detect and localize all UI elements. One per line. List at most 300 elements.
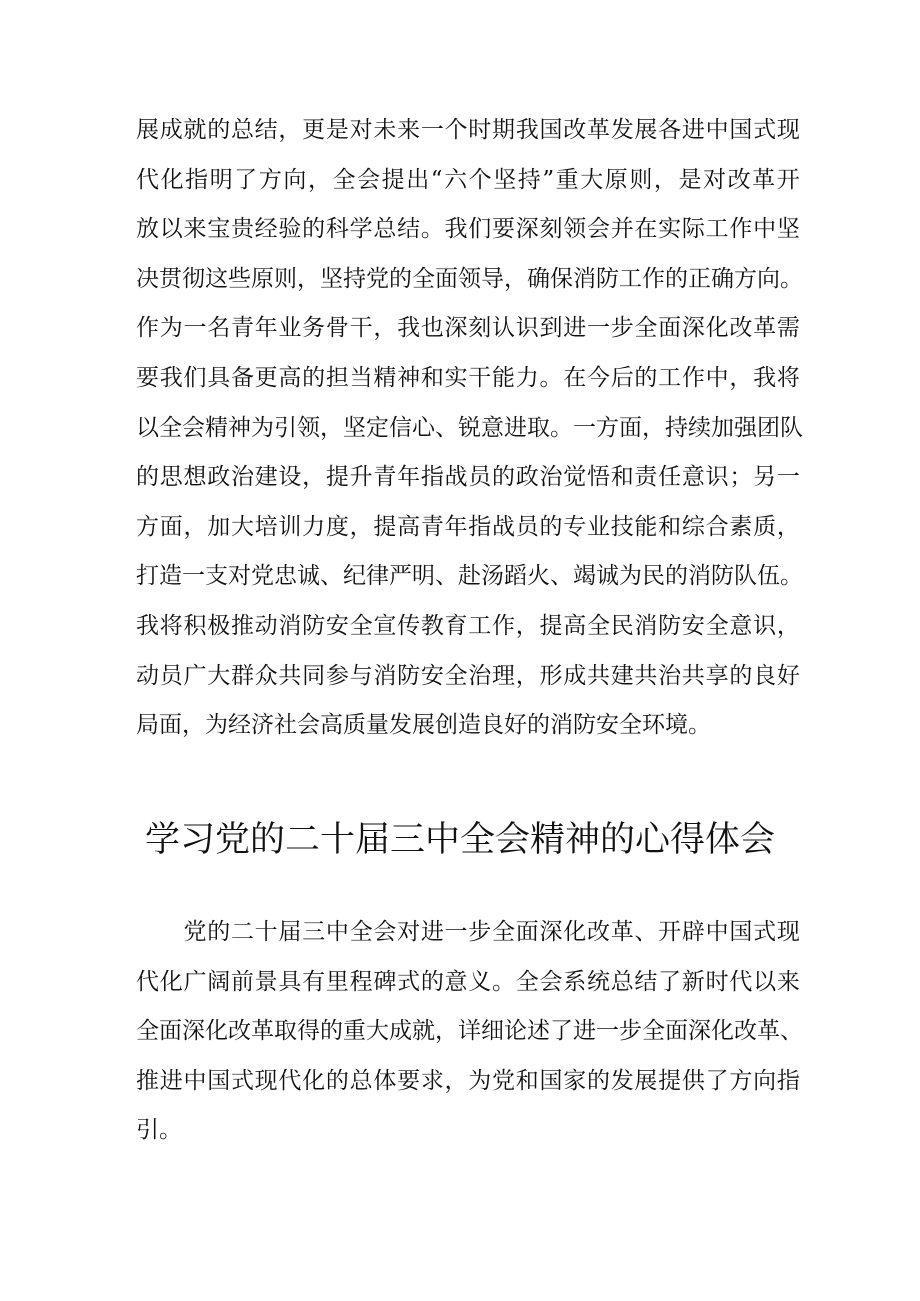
- text-glyph: 深: [515, 216, 539, 243]
- text-glyph: 、: [320, 563, 343, 590]
- text-glyph: 将: [159, 612, 183, 639]
- text-glyph: 年: [397, 464, 421, 491]
- text-glyph: 一: [183, 315, 207, 342]
- text-glyph: 年: [444, 513, 468, 540]
- text-glyph: 思: [159, 464, 183, 491]
- text-glyph: 会: [357, 166, 381, 193]
- text-glyph: 体: [373, 1067, 397, 1094]
- text-glyph: 时: [705, 968, 729, 995]
- text-glyph: 实: [658, 216, 682, 243]
- text-glyph: 式: [230, 1067, 254, 1094]
- paragraph-line: [136, 453, 800, 503]
- text-glyph: ，: [729, 364, 753, 391]
- text-glyph: 三: [302, 919, 326, 945]
- paragraph-line: [136, 958, 800, 1008]
- text-glyph: 、: [634, 919, 658, 945]
- text-glyph: 共: [681, 662, 705, 689]
- text-glyph: 业: [586, 513, 610, 540]
- text-glyph: 全: [619, 712, 642, 739]
- text-glyph: 是: [325, 117, 349, 143]
- text-glyph: 里: [325, 968, 349, 995]
- text-glyph: 了: [234, 166, 258, 193]
- text-glyph: 良: [753, 662, 777, 689]
- text-glyph: 团: [757, 414, 780, 441]
- text-glyph: 进: [420, 919, 444, 945]
- text-glyph: 一: [420, 117, 444, 143]
- text-glyph: 改: [727, 166, 751, 193]
- paragraph-line: [136, 1106, 800, 1156]
- text-glyph: 形: [539, 662, 563, 689]
- text-glyph: 工: [658, 364, 682, 391]
- text-glyph: 好: [504, 712, 527, 739]
- text-glyph: 参: [325, 662, 349, 689]
- text-glyph: 动: [254, 612, 278, 639]
- paragraph-line: [136, 304, 800, 354]
- text-glyph: 开: [658, 919, 682, 945]
- text-glyph: 中: [325, 919, 349, 945]
- text-glyph: 诚: [297, 563, 320, 590]
- text-glyph: 全: [332, 166, 356, 193]
- text-glyph: 质: [343, 712, 366, 739]
- text-glyph: 代: [136, 968, 159, 995]
- text-glyph: 共: [586, 662, 610, 689]
- text-glyph: 成: [389, 1018, 412, 1045]
- text-glyph: 各: [658, 117, 682, 143]
- text-glyph: 。: [159, 1117, 182, 1144]
- text-glyph: 为: [468, 1067, 492, 1094]
- text-glyph: 另: [753, 464, 777, 491]
- text-glyph: 的: [136, 464, 159, 491]
- text-glyph: 的: [207, 919, 231, 945]
- text-glyph: 积: [183, 612, 207, 639]
- text-glyph: 社: [274, 712, 297, 739]
- text-glyph: 消: [634, 612, 658, 639]
- text-glyph: 学: [349, 216, 373, 243]
- text-glyph: 方: [258, 166, 282, 193]
- text-glyph: 中: [705, 364, 729, 391]
- text-glyph: 取: [527, 414, 550, 441]
- text-glyph: 国: [207, 1067, 231, 1094]
- text-glyph: 的: [586, 1067, 610, 1094]
- text-glyph: 为: [619, 563, 642, 590]
- text-glyph: 提: [325, 464, 349, 491]
- text-glyph: 述: [527, 1018, 550, 1045]
- text-glyph: 坚: [343, 414, 366, 441]
- text-glyph: 全: [349, 612, 373, 639]
- text-glyph: 打: [136, 563, 159, 590]
- text-glyph: 结: [634, 968, 658, 995]
- text-glyph: 宣: [373, 612, 397, 639]
- text-glyph: 的: [207, 117, 231, 143]
- text-glyph: 改: [729, 315, 753, 342]
- text-glyph: 工: [619, 265, 642, 292]
- paragraph-line: [136, 1007, 803, 1057]
- text-glyph: 具: [207, 364, 231, 391]
- text-glyph: 广: [183, 662, 207, 689]
- text-glyph: 代: [136, 166, 159, 193]
- text-glyph: 一: [444, 919, 468, 945]
- text-glyph: 决: [136, 265, 159, 292]
- text-glyph: 想: [183, 464, 207, 491]
- text-glyph: 到: [539, 315, 563, 342]
- text-glyph: 坚: [320, 265, 343, 292]
- text-glyph: 大: [366, 1018, 389, 1045]
- text-glyph: 化: [159, 968, 183, 995]
- text-glyph: 神: [397, 364, 421, 391]
- text-glyph: 保: [550, 265, 573, 292]
- text-glyph: 专: [563, 513, 587, 540]
- text-glyph: 作: [136, 315, 159, 342]
- text-glyph: 战: [492, 513, 516, 540]
- text-glyph: 正: [688, 265, 711, 292]
- text-glyph: 向: [283, 166, 307, 193]
- text-glyph: 原: [604, 166, 628, 193]
- text-glyph: 防: [397, 662, 421, 689]
- text-glyph: 同: [302, 662, 326, 689]
- text-glyph: 律: [366, 563, 389, 590]
- text-glyph: 高: [320, 712, 343, 739]
- text-glyph: 步: [610, 315, 634, 342]
- text-glyph: 设: [278, 464, 302, 491]
- text-glyph: 全: [444, 662, 468, 689]
- text-glyph: 则: [629, 166, 653, 193]
- text-glyph: 加: [207, 513, 231, 540]
- text-glyph: 进: [504, 414, 527, 441]
- text-glyph: 党: [366, 265, 389, 292]
- text-glyph: 原: [251, 265, 274, 292]
- text-glyph: 供: [681, 1067, 705, 1094]
- text-glyph: 建: [254, 464, 278, 491]
- text-glyph: 领: [458, 265, 481, 292]
- text-glyph: 面: [159, 712, 182, 739]
- text-glyph: 全: [492, 919, 516, 945]
- text-glyph: ，: [182, 712, 205, 739]
- text-glyph: 党: [492, 1067, 516, 1094]
- text-glyph: 心: [412, 414, 435, 441]
- text-glyph: 这: [205, 265, 228, 292]
- text-glyph: 精: [205, 414, 228, 441]
- text-glyph: 为: [205, 712, 228, 739]
- text-glyph: 景: [254, 968, 278, 995]
- text-glyph: 加: [711, 414, 734, 441]
- text-glyph: 深: [681, 315, 705, 342]
- text-glyph: 代: [729, 968, 753, 995]
- text-glyph: 持: [343, 265, 366, 292]
- text-glyph: 消: [688, 563, 711, 590]
- text-glyph: 指: [185, 166, 209, 193]
- text-glyph: 国: [539, 117, 563, 143]
- text-glyph: 期: [492, 117, 516, 143]
- text-glyph: 总: [373, 216, 397, 243]
- text-glyph: 定: [366, 414, 389, 441]
- text-glyph: 提: [658, 1067, 682, 1094]
- text-glyph: 。: [780, 563, 803, 590]
- text-glyph: 更: [254, 364, 278, 391]
- text-glyph: 就: [412, 1018, 435, 1045]
- text-glyph: 中: [705, 117, 729, 143]
- text-glyph: 是: [678, 166, 702, 193]
- text-glyph: 工: [705, 216, 729, 243]
- text-glyph: 革: [586, 117, 610, 143]
- text-glyph: 蹈: [504, 563, 527, 590]
- text-glyph: 群: [230, 662, 254, 689]
- text-glyph: 我: [136, 612, 159, 639]
- text-glyph: 全: [634, 315, 658, 342]
- paragraph-line: [136, 652, 800, 702]
- text-glyph: 作: [642, 265, 665, 292]
- text-glyph: 明: [412, 563, 435, 590]
- text-glyph: 当: [349, 364, 373, 391]
- text-glyph: ，: [320, 414, 343, 441]
- text-glyph: 向: [753, 1067, 777, 1094]
- text-glyph: 总: [349, 1067, 373, 1094]
- text-glyph: 化: [705, 315, 729, 342]
- text-glyph: 作: [492, 612, 516, 639]
- text-glyph: 刻: [468, 315, 492, 342]
- text-glyph: 造: [458, 712, 481, 739]
- text-glyph: 锐: [458, 414, 481, 441]
- text-glyph: 治: [468, 662, 492, 689]
- text-glyph: ，: [515, 662, 539, 689]
- text-glyph: 取: [274, 1018, 297, 1045]
- text-glyph: 式: [753, 919, 777, 945]
- text-glyph: ，: [435, 1018, 458, 1045]
- text-glyph: 的: [302, 216, 326, 243]
- text-glyph: 后: [610, 364, 634, 391]
- text-glyph: 现: [776, 919, 800, 945]
- text-glyph: 安: [596, 712, 619, 739]
- text-glyph: 防: [658, 612, 682, 639]
- text-glyph: 们: [183, 364, 207, 391]
- paragraph-line: [136, 602, 800, 652]
- text-glyph: 面: [435, 265, 458, 292]
- text-glyph: 全: [136, 1018, 159, 1045]
- text-glyph: ，: [444, 1067, 468, 1094]
- text-glyph: 成: [563, 662, 587, 689]
- text-glyph: 领: [563, 216, 587, 243]
- paragraph-line: [136, 503, 800, 553]
- text-glyph: 则: [274, 265, 297, 292]
- text-glyph: 细: [481, 1018, 504, 1045]
- text-glyph: 党: [183, 919, 207, 945]
- text-glyph: 创: [435, 712, 458, 739]
- text-glyph: 防: [302, 612, 326, 639]
- text-glyph: 坚: [493, 166, 517, 193]
- text-glyph: 培: [254, 513, 278, 540]
- text-glyph: 的: [665, 265, 688, 292]
- text-glyph: 。: [780, 265, 803, 292]
- text-glyph: 十: [254, 919, 278, 945]
- text-glyph: 民: [610, 612, 634, 639]
- text-glyph: 为: [159, 315, 183, 342]
- text-glyph: 进: [573, 1018, 596, 1045]
- text-glyph: 的: [420, 968, 444, 995]
- text-glyph: 民: [642, 563, 665, 590]
- text-glyph: 也: [420, 315, 444, 342]
- text-glyph: 共: [634, 662, 658, 689]
- text-glyph: 持: [665, 414, 688, 441]
- text-glyph: 进: [563, 315, 587, 342]
- text-glyph: 为: [251, 414, 274, 441]
- text-glyph: 干: [349, 315, 373, 342]
- text-glyph: 青: [230, 315, 254, 342]
- text-glyph: 安: [681, 612, 705, 639]
- text-glyph: 在: [634, 216, 658, 243]
- text-glyph: 革: [752, 166, 776, 193]
- text-glyph: 会: [539, 968, 563, 995]
- text-glyph: 总: [610, 968, 634, 995]
- text-glyph: 程: [349, 968, 373, 995]
- text-glyph: 动: [136, 662, 159, 689]
- text-glyph: 理: [492, 662, 516, 689]
- text-glyph: 伍: [757, 563, 780, 590]
- text-glyph: 识: [753, 612, 777, 639]
- text-glyph: 的: [320, 1018, 343, 1045]
- text-glyph: 的: [389, 265, 412, 292]
- text-glyph: 面: [658, 315, 682, 342]
- intro-paragraph: [136, 908, 803, 1156]
- text-glyph: 升: [349, 464, 373, 491]
- text-glyph: 和: [610, 464, 634, 491]
- text-glyph: 贵: [230, 216, 254, 243]
- text-glyph: 求: [420, 1067, 444, 1094]
- text-glyph: 革: [610, 919, 634, 945]
- text-glyph: 确: [711, 265, 734, 292]
- text-glyph: 面: [159, 1018, 182, 1045]
- text-glyph: 名: [207, 315, 231, 342]
- text-glyph: 安: [420, 662, 444, 689]
- text-glyph: 骨: [325, 315, 349, 342]
- text-glyph: 消: [278, 612, 302, 639]
- text-glyph: 化: [205, 1018, 228, 1045]
- text-glyph: 防: [711, 563, 734, 590]
- text-glyph: 。: [688, 712, 711, 739]
- text-glyph: 导: [481, 265, 504, 292]
- text-glyph: 将: [776, 364, 800, 391]
- text-glyph: 。: [420, 216, 444, 243]
- text-glyph: ，: [642, 414, 665, 441]
- text-glyph: 的: [729, 662, 753, 689]
- text-glyph: 国: [729, 117, 753, 143]
- paragraph-line: [136, 404, 803, 454]
- text-glyph: 的: [539, 513, 563, 540]
- text-glyph: 的: [302, 364, 326, 391]
- text-glyph: 革: [753, 315, 777, 342]
- text-glyph: 们: [468, 216, 492, 243]
- text-glyph: 式: [753, 117, 777, 143]
- text-glyph: 指: [776, 1067, 800, 1094]
- text-glyph: 对: [228, 563, 251, 590]
- text-glyph: 队: [780, 414, 803, 441]
- text-glyph: 重: [555, 166, 579, 193]
- text-glyph: ，: [183, 513, 207, 540]
- text-glyph: ，: [307, 166, 331, 193]
- text-glyph: 指: [468, 513, 492, 540]
- text-glyph: 了: [705, 1067, 729, 1094]
- text-glyph: 会: [182, 414, 205, 441]
- text-glyph: 教: [420, 612, 444, 639]
- text-glyph: 方: [596, 414, 619, 441]
- text-glyph: 全: [349, 919, 373, 945]
- text-glyph: 面: [619, 414, 642, 441]
- text-glyph: 会: [586, 216, 610, 243]
- text-glyph: 面: [665, 1018, 688, 1045]
- text-glyph: 方: [734, 265, 757, 292]
- text-glyph: 能: [634, 513, 658, 540]
- text-glyph: 治: [658, 662, 682, 689]
- text-glyph: 备: [230, 364, 254, 391]
- text-glyph: 展: [634, 117, 658, 143]
- text-glyph: 力: [302, 513, 326, 540]
- text-glyph: 意: [729, 612, 753, 639]
- text-glyph: 精: [373, 364, 397, 391]
- text-glyph: 改: [734, 1018, 757, 1045]
- text-glyph: 安: [325, 612, 349, 639]
- text-glyph: 消: [573, 265, 596, 292]
- text-glyph: 和: [658, 513, 682, 540]
- text-glyph: 环: [642, 712, 665, 739]
- text-glyph: ，: [504, 265, 527, 292]
- text-glyph: 济: [251, 712, 274, 739]
- text-glyph: 展: [634, 1067, 658, 1094]
- text-glyph: 青: [373, 464, 397, 491]
- text-glyph: 深: [182, 1018, 205, 1045]
- text-glyph: 意: [481, 414, 504, 441]
- text-glyph: 政: [207, 464, 231, 491]
- text-glyph: 来: [183, 216, 207, 243]
- text-glyph: 家: [563, 1067, 587, 1094]
- text-glyph: ，: [515, 612, 539, 639]
- text-glyph: 代: [278, 1067, 302, 1094]
- text-glyph: 我: [397, 315, 421, 342]
- text-glyph: 了: [550, 1018, 573, 1045]
- text-glyph: 作: [681, 364, 705, 391]
- text-glyph: 任: [658, 464, 682, 491]
- text-glyph: 成: [159, 117, 183, 143]
- text-glyph: 。: [492, 968, 516, 995]
- text-glyph: 化: [302, 1067, 326, 1094]
- text-glyph: 汤: [481, 563, 504, 590]
- paragraph-line: [136, 908, 800, 958]
- text-glyph: 、: [435, 563, 458, 590]
- text-glyph: 作: [729, 216, 753, 243]
- text-glyph: 青: [420, 513, 444, 540]
- text-glyph: 育: [444, 612, 468, 639]
- text-glyph: 对: [349, 117, 373, 143]
- text-glyph: ，: [776, 612, 800, 639]
- text-glyph: 推: [136, 1067, 159, 1094]
- text-glyph: 革: [757, 1018, 780, 1045]
- text-glyph: 我: [159, 364, 183, 391]
- text-glyph: 深: [539, 919, 563, 945]
- text-glyph: ，: [302, 464, 326, 491]
- text-glyph: 一: [573, 414, 596, 441]
- text-glyph: 以: [753, 968, 777, 995]
- text-glyph: 展: [136, 117, 159, 143]
- text-glyph: 政: [515, 464, 539, 491]
- text-glyph: 持: [517, 166, 541, 193]
- text-glyph: 大: [580, 166, 604, 193]
- text-glyph: 消: [373, 662, 397, 689]
- text-glyph: 未: [373, 117, 397, 143]
- text-glyph: 高: [278, 364, 302, 391]
- text-glyph: 方: [729, 1067, 753, 1094]
- text-glyph: 了: [658, 968, 682, 995]
- text-glyph: 全: [642, 1018, 665, 1045]
- text-glyph: 深: [688, 1018, 711, 1045]
- text-glyph: 神: [228, 414, 251, 441]
- text-glyph: 大: [230, 513, 254, 540]
